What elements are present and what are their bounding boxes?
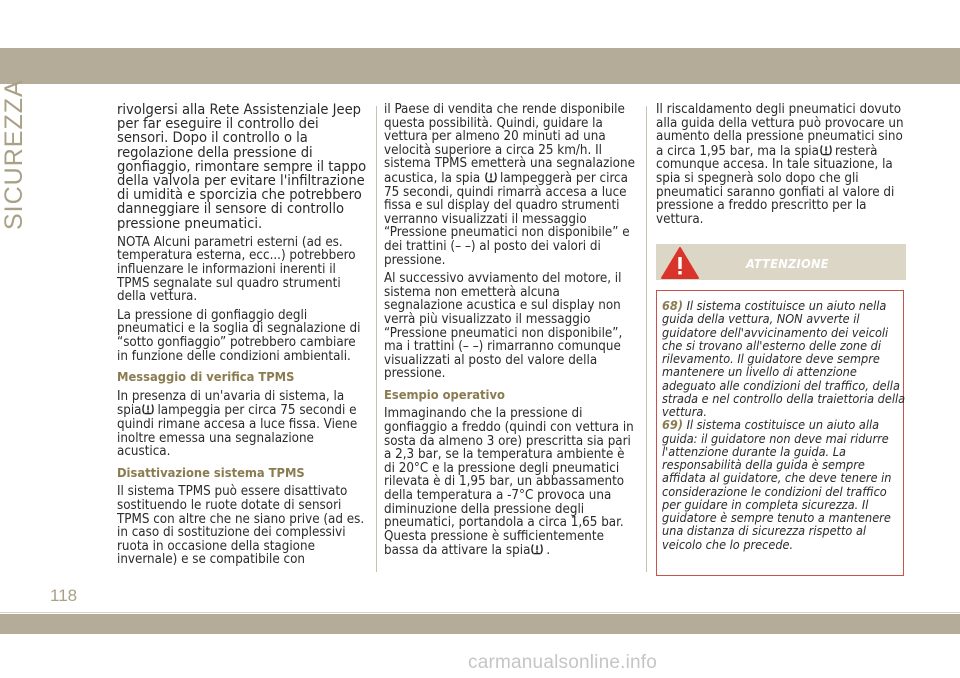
col1-paragraph-2: La pressione di gonfiaggio degli pneumatici e la soglia di segnalazione di “sotto gonfiaggio” potrebbero cambiare in funzione delle condizioni ambientali. <box>117 307 361 364</box>
col2-paragraph-2: Al successivo avviamento del motore, il sistema non emetterà alcuna segnalazione acustica e sul display non verrà più visualizzato il messaggio “Pressione pneumatici non disponibile”, ma i trattini (– –) rimarranno comunque visualizzati al posto del valore della pressione. <box>384 271 623 382</box>
column-divider <box>376 106 377 572</box>
col1-paragraph-3 <box>117 390 367 459</box>
note-text-68: Il sistema costituisce un aiuto nella guida della vettura, NON avverte il guidatore dell'avvicinamento dei veicoli che si trovano all'esterno delle zone di rilevamento. Il guidatore deve sempre mantenere un livello di attenzione adeguato alle condizioni del traffico, della strada e nel controllo della traiettoria della vettura. <box>662 298 906 419</box>
warning-text <box>662 299 906 551</box>
watermark: carmanualsonline.info <box>468 652 658 673</box>
col2-p1-start: il Paese di vendita che rende disponibile questa possibilità. Quindi, guidare la vettura per almeno 20 minuti ad una velocità superiore a circa 25 km/h. Il sistema TPMS emetterà una segnalazione acustica, la spia <box>384 102 635 186</box>
col3-paragraph-1 <box>656 103 910 226</box>
warning-note-68 <box>662 299 906 418</box>
col1-p3-start: In presenza di un'avaria di sistema, la spia <box>117 388 345 419</box>
footer-band <box>0 614 960 634</box>
column-1 <box>117 103 367 572</box>
tpms-warning-icon <box>819 144 833 156</box>
page-number: 118 <box>50 586 78 605</box>
col2-p3-end: . <box>546 543 551 559</box>
heading-messaggio-verifica: Messaggio di verifica TPMS <box>117 370 295 386</box>
warning-header <box>656 244 906 280</box>
note-number-69: 69) <box>662 417 683 433</box>
heading-disattivazione: Disattivazione sistema TPMS <box>117 465 305 481</box>
col1-p3-end: lampeggia per circa 75 secondi e quindi rimane accesa a luce fissa. Viene inoltre emessa una segnalazione acustica. <box>117 403 358 460</box>
heading-esempio-operativo: Esempio operativo <box>384 387 505 403</box>
section-label <box>0 79 86 238</box>
col2-paragraph-1 <box>384 103 638 267</box>
col2-p1-end: lampeggerà per circa 75 secondi, quindi rimarrà accesa a luce fissa e sul display del quadro strumenti verranno visualizzati il messaggio “Pressione pneumatici non disponibile” e dei trattini (– –) al posto dei valori di pressione. <box>384 170 630 268</box>
col3-p1-end: resterà comunque accesa. In tale situazione, la spia si spegnerà solo dopo che gli pneumatici saranno gonfiati al valore di pressione a freddo prescritto per la vettura. <box>656 143 895 227</box>
header-band <box>0 48 960 84</box>
note-number-68: 68) <box>662 298 683 313</box>
column-3 <box>656 103 910 231</box>
col1-lead-paragraph: rivolgersi alla Rete Assistenziale Jeep per far eseguire il controllo dei sensori. Dopo il controllo o la regolazione della pressione di gonfiaggio, rimontare sempre il tappo della valvola per evitare l'infiltrazione di umidità e sporcizia che potrebbero danneggiare il sensore di controllo pressione pneumatici. <box>117 101 367 232</box>
warning-title: ATTENZIONE <box>746 256 829 271</box>
col3-p1-start: Il riscaldamento degli pneumatici dovuto alla guida della vettura può provocare un aumento della pressione pneumatici sino a circa 1,95 bar, ma la spia <box>656 102 904 159</box>
warning-note-69 <box>662 418 906 551</box>
col1-paragraph-4: Il sistema TPMS può essere disattivato sostituendo le ruote dotate di sensori TPMS con altre che ne siano prive (ad es. in caso di sostituzione dei complessivi ruota in occasione della stagione invernale) e se compatibile con <box>117 484 365 568</box>
tpms-warning-icon <box>484 171 498 183</box>
section-label-text: SICUREZZA <box>0 79 28 230</box>
tpms-warning-icon <box>141 403 155 415</box>
warning-triangle-icon <box>660 246 700 280</box>
footer-line <box>0 612 960 613</box>
note-text-69: Il sistema costituisce un aiuto alla guida: il guidatore non deve mai ridurre l'attenzione durante la guida. La responsabilità della guida è sempre affidata al guidatore, che deve tenere in considerazione le condizioni del traffico per guidare in completa sicurezza. Il guidatore è sempre tenuto a mantenere una distanza di sicurezza rispetto al veicolo che lo precede. <box>662 417 892 552</box>
tpms-warning-icon <box>530 543 544 555</box>
column-divider <box>646 106 647 572</box>
col2-p3-start: Immaginando che la pressione di gonfiaggio a freddo (quindi con vettura in sosta da almeno 3 ore) prescritta sia pari a 2,3 bar, se la temperatura ambiente è di 20°C e la pressione degli pneumatici rilevata è di 1,95 bar, un abbassamento della temperatura a -7°C provoca una diminuzione della pressione degli pneumatici, portandola a circa 1,65 bar. Questa pressione è sufficientemente bassa da attivare la spia <box>384 406 634 559</box>
col1-nota-paragraph: NOTA Alcuni parametri esterni (ad es. temperatura esterna, ecc...) potrebbero influenzare le informazioni inerenti il TPMS segnalate sul quadro strumenti della vettura. <box>117 234 356 305</box>
column-2 <box>384 103 638 563</box>
col2-paragraph-3 <box>384 407 638 558</box>
